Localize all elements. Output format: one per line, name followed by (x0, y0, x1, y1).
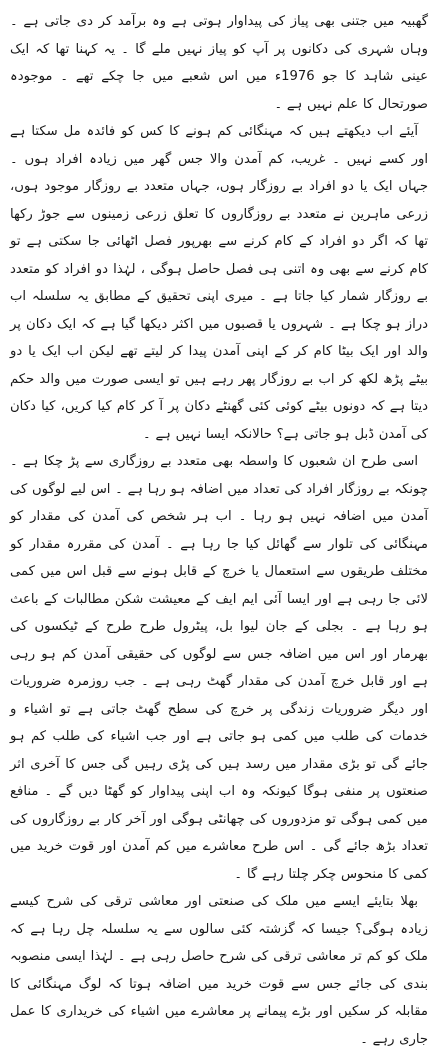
paragraph-onion-exports: گھبیہ میں جتنی بھی پیاز کی پیداوار ہوتی ہے وہ برآمد کر دی جاتی ہے ۔ وہاں شہری کی دکانوں پر آپ کو پیاز نہیں ملے گا ۔ یہ کہنا تھا کہ ایک عینی شاہد کا جو 1976ء میں اس شعبے میں جا چکے تھے ۔ موجودہ صورتحال کا علم نہیں ہے ۔ (10, 14, 428, 112)
paragraph-unemployment-income: اسی طرح ان شعبوں کا واسطہ بھی متعدد بے روزگاری سے پڑ چکا ہے ۔ چونکہ بے روزگار افراد کی تعداد میں اضافہ ہو رہا ہے ۔ اس لیے لوگوں کی آمدن میں اضافہ نہیں ہو رہا ۔ اب ہر شخص کی آمدن کی مقدار کو مہنگائی کی تلوار سے گھائل کیا جا رہا ہے ۔ آمدن کی مقررہ مقدار کو مختلف طریقوں سے استعمال یا خرچ کے قابل ہونے سے قبل اس میں کمی لائی جا رہی ہے اور ایسا آئی ایم ایف کے معیشت شکن مطالبات کے باعث ہو رہا ہے ۔ بجلی کے جان لیوا بل، پیٹرول طرح طرح کے ٹیکسوں کی بھرمار اور اس میں اضافہ جس سے لوگوں کی حقیقی آمدن کم ہو رہی ہے اور قابل خرچ آمدن کی مقدار گھٹ رہی ہے ۔ جب روزمرہ ضروریات اور دیگر ضروریات زندگی پر خرچ کی سطح گھٹ جاتی ہے تو اشیاء و خدمات کی طلب میں کمی ہو جاتی ہے اور جب اشیاء کی طلب کم ہو جائے گی تو بڑی مقدار میں رسد ہیں کی پڑی رہیں گی جس کا آخری اثر صنعتوں پر منفی ہوگا کیونکہ وہ اب اپنی پیداوار کو گھٹا دیں گے ۔ منافع میں کمی ہوگی تو مزدوروں کی چھانٹی ہوگی اور آخر کار بے روزگاروں کی تعداد بڑھ جائے گی ۔ اس طرح معاشرے میں کم آمدن اور قوت خرید میں کمی کا منحوس چکر چلتا رہے گا ۔ (10, 454, 428, 882)
paragraph-inflation-benefit: آیئے اب دیکھتے ہیں کہ مہنگائی کم ہونے کا کس کو فائدہ مل سکتا ہے اور کسے نہیں ۔ غریب، کم آمدن والا جس گھر میں زیادہ افراد ہوں ۔ جہاں ایک یا دو افراد بے روزگار ہوں، جہاں متعدد بے روزگار موجود ہوں، زرعی ماہرین نے متعدد بے روزگاروں کا تعلق زرعی زمینوں سے جوڑ رکھا تھا کہ اگر دو افراد کے کام کرنے سے بھرپور فصل اٹھائی جا سکتی ہے تو کام کرنے سے بھی وہ اتنی ہی فصل حاصل ہوگی ، لہٰذا دو افراد کو متعدد بے روزگار شمار کیا جاتا ہے ۔ میری اپنی تحقیق کے مطابق یہ سلسلہ اب دراز ہو چکا ہے ۔ شہروں یا قصبوں میں اکثر دیکھا گیا ہے کہ ایک دکان پر والد اور ایک بیٹا کام کر کے اپنی آمدن پیدا کر لیتے تھے لیکن اب ایک یا دو بیٹے پڑھ لکھ کر اب بے روزگار پھر رہے ہیں تو ایسی صورت میں والد حکم دیتا ہے کہ دونوں بیٹے کوئی کئی گھنٹے دکان پر آ کر کام کیا کریں، کیا دکان کی آمدن ڈبل ہو جاتی ہے؟ حالانکہ ایسا نہیں ہے ۔ (10, 124, 428, 442)
paragraph-economic-growth: بھلا بتایئے ایسے میں ملک کی صنعتی اور معاشی ترقی کی شرح کیسے زیادہ ہوگی؟ جیسا کہ گزشتہ کئی سالوں سے یہ سلسلہ چل رہا ہے کہ ملک کو کم تر معاشی ترقی کی شرح حاصل رہی ہے ۔ لہٰذا ایسی منصوبہ بندی کی جائے جس سے قوت خرید میں اضافہ ہوتا کہ لوگ مہنگائی کا مقابلہ کر سکیں اور بڑے پیمانے پر معاشرے میں اشیاء کی خریداری کا عمل جاری رہے ۔ (10, 894, 428, 1047)
